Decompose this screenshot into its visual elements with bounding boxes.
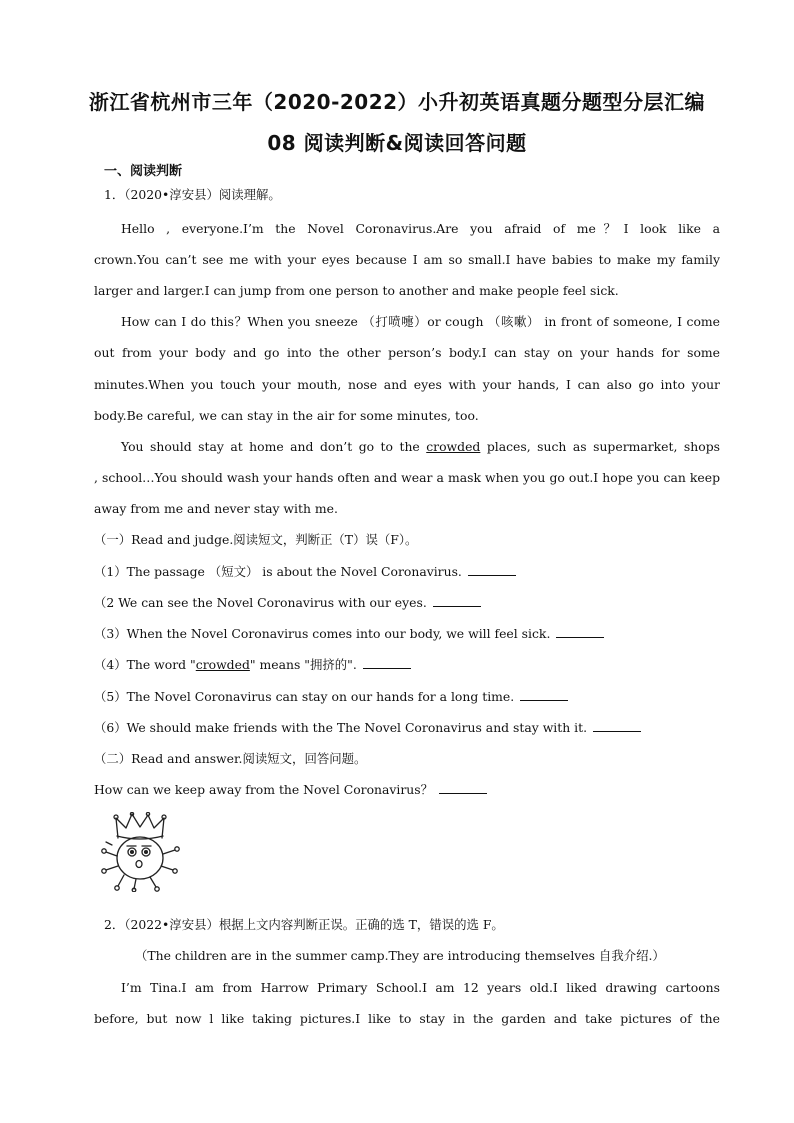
document-subtitle: 08 阅读判断&阅读回答问题	[267, 131, 527, 155]
answer-question	[94, 782, 720, 798]
section-heading: 一、阅读判断	[104, 164, 183, 179]
part-heading: （二）Read and answer.阅读短文，回答问题。	[94, 751, 367, 766]
question-text: How can we keep away from the Novel Coronavirus？	[94, 782, 434, 797]
judge-item-text: " means "拥挤的".	[249, 657, 357, 672]
passage-line: Hello , everyone.I’m the Novel Coronavirus.Are you afraid of me？I look like a	[121, 221, 720, 236]
question-header: 2．（2022•淳安县）根据上文内容判断正误。正确的选 T，错误的选 F。	[104, 917, 504, 932]
judge-item	[94, 595, 720, 611]
answer-blank[interactable]	[439, 782, 487, 794]
judge-item-text: （6）We should make friends with the The Novel Coronavirus and stay with it.	[94, 720, 588, 735]
passage-line: out from your body and go into the other person’s body.I can stay on your hands for some	[94, 345, 720, 360]
passage-line: body.Be careful, we can stay in the air for some minutes, too.	[94, 408, 479, 423]
passage-line	[121, 439, 720, 455]
judge-item	[94, 564, 720, 580]
passage-line: before, but now l like taking pictures.I like to stay in the garden and take pictures of the	[94, 1011, 720, 1026]
answer-blank[interactable]	[520, 689, 568, 701]
answer-blank[interactable]	[363, 657, 411, 669]
judge-item	[94, 657, 720, 673]
underlined-word: crowded	[195, 657, 250, 672]
judge-item-text: （5）The Novel Coronavirus can stay on our hands for a long time.	[94, 689, 515, 704]
passage-line: minutes.When you touch your mouth, nose and eyes with your hands, I can also go into your	[94, 377, 720, 392]
answer-blank[interactable]	[468, 564, 516, 576]
judge-item-text: （3）When the Novel Coronavirus comes into our body, we will feel sick.	[94, 626, 551, 641]
passage-line: crown.You can’t see me with your eyes because I am so small.I have babies to make my family	[94, 252, 720, 267]
judge-item-text: （2 We can see the Novel Coronavirus with our eyes.	[94, 595, 427, 610]
passage-line: I’m Tina.I am from Harrow Primary School.I am 12 years old.I liked drawing cartoons	[121, 980, 720, 995]
judge-item	[94, 626, 720, 642]
underlined-word: crowded	[426, 439, 481, 454]
passage-line: away from me and never stay with me.	[94, 501, 338, 516]
passage-text: places, such as supermarket, shops	[480, 439, 720, 454]
judge-item-text: （1）The passage （短文） is about the Novel Coronavirus.	[94, 564, 462, 579]
passage-line: How can I do this？When you sneeze （打喷嚏）or cough （咳嗽） in front of someone, I come	[121, 314, 720, 329]
passage-line: larger and larger.I can jump from one person to another and make people feel sick.	[94, 283, 619, 298]
passage-line: , school…You should wash your hands often and wear a mask when you go out.I hope you can keep	[94, 470, 720, 485]
coronavirus-crown-cartoon-icon	[96, 812, 188, 892]
part-heading: （一）Read and judge.阅读短文，判断正（T）误（F）。	[94, 532, 418, 547]
question-header: 1．（2020•淳安县）阅读理解。	[104, 187, 281, 202]
answer-blank[interactable]	[556, 626, 604, 638]
answer-blank[interactable]	[593, 720, 641, 732]
judge-item	[94, 689, 720, 705]
judge-item	[94, 720, 720, 736]
question-intro: （The children are in the summer camp.They are introducing themselves 自我介绍.）	[135, 948, 665, 963]
document-title: 浙江省杭州市三年（2020-2022）小升初英语真题分题型分层汇编	[88, 90, 706, 114]
answer-blank[interactable]	[433, 595, 481, 607]
judge-item-text: （4）The word "	[94, 657, 196, 672]
passage-text: You should stay at home and don’t go to the	[121, 439, 427, 454]
